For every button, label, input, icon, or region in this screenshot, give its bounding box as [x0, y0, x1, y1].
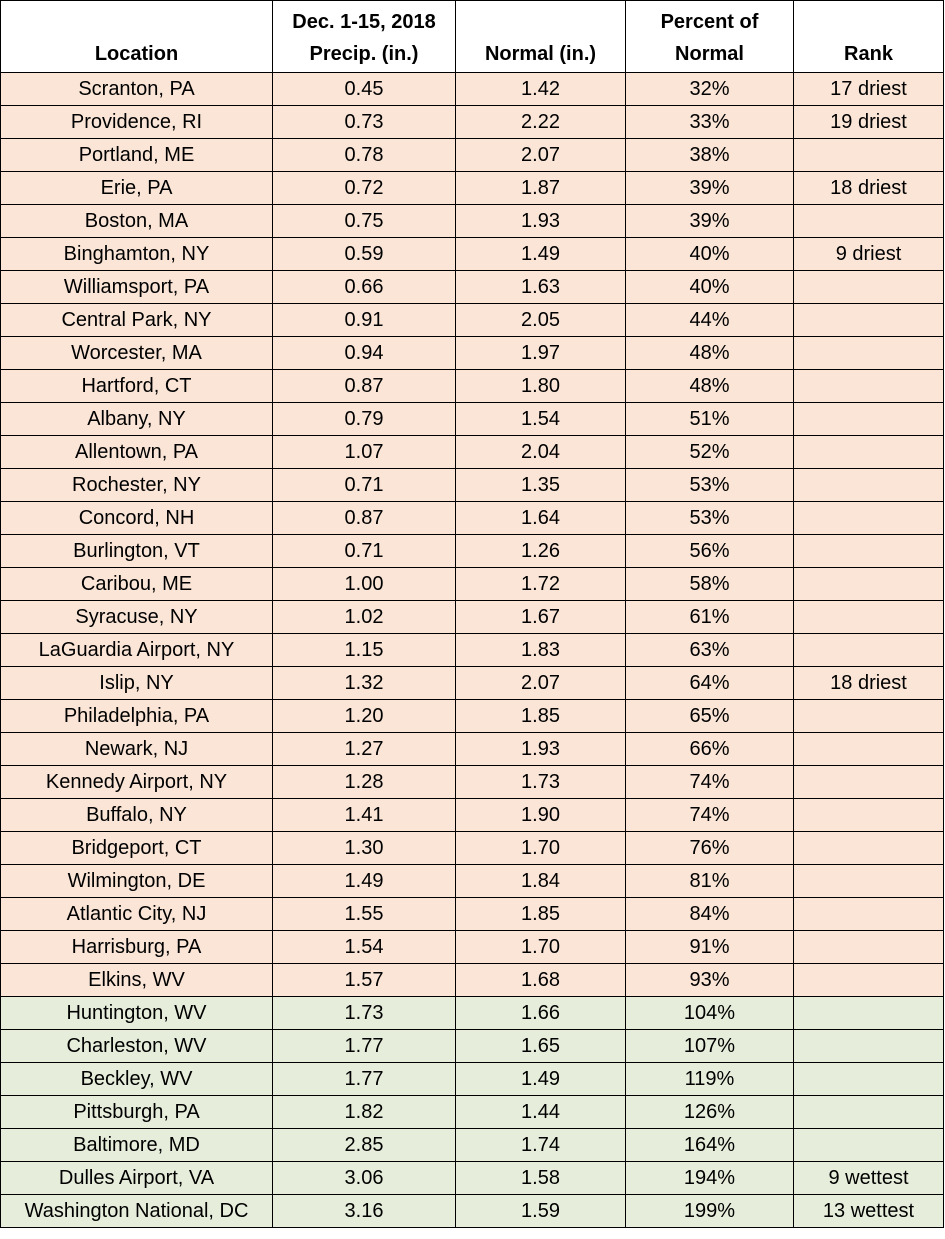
rank-cell	[794, 832, 944, 865]
normal-cell: 1.58	[456, 1162, 626, 1195]
table-row	[1, 205, 944, 238]
header-row	[1, 1, 944, 73]
precip-cell: 3.06	[273, 1162, 456, 1195]
location-cell: Allentown, PA	[1, 436, 273, 469]
rank-cell	[794, 205, 944, 238]
table-row	[1, 370, 944, 403]
precip-cell: 1.77	[273, 1063, 456, 1096]
table-row	[1, 634, 944, 667]
rank-cell: 13 wettest	[794, 1195, 944, 1228]
location-cell: Buffalo, NY	[1, 799, 273, 832]
header-normal	[456, 1, 626, 73]
rank-cell	[794, 601, 944, 634]
rank-cell: 19 driest	[794, 106, 944, 139]
location-cell: Baltimore, MD	[1, 1129, 273, 1162]
rank-cell	[794, 436, 944, 469]
precip-cell: 3.16	[273, 1195, 456, 1228]
table-row	[1, 766, 944, 799]
precip-cell: 0.75	[273, 205, 456, 238]
table-row	[1, 436, 944, 469]
normal-cell: 1.93	[456, 733, 626, 766]
precip-cell: 1.00	[273, 568, 456, 601]
table-row	[1, 667, 944, 700]
location-cell: Atlantic City, NJ	[1, 898, 273, 931]
normal-cell: 2.04	[456, 436, 626, 469]
header-percent	[626, 1, 794, 73]
percent-cell: 199%	[626, 1195, 794, 1228]
rank-cell: 17 driest	[794, 73, 944, 106]
rank-cell	[794, 337, 944, 370]
precip-cell: 1.54	[273, 931, 456, 964]
normal-cell: 1.44	[456, 1096, 626, 1129]
table-row	[1, 172, 944, 205]
rank-cell: 18 driest	[794, 172, 944, 205]
normal-cell: 1.59	[456, 1195, 626, 1228]
header-percent-line-1: Percent of	[660, 11, 759, 33]
table-row	[1, 931, 944, 964]
table-row	[1, 700, 944, 733]
precip-cell: 1.27	[273, 733, 456, 766]
location-cell: Rochester, NY	[1, 469, 273, 502]
precip-cell: 0.66	[273, 271, 456, 304]
location-cell: Providence, RI	[1, 106, 273, 139]
rank-cell	[794, 931, 944, 964]
percent-cell: 119%	[626, 1063, 794, 1096]
precip-cell: 0.91	[273, 304, 456, 337]
percent-cell: 107%	[626, 1030, 794, 1063]
rank-cell	[794, 865, 944, 898]
table-row	[1, 832, 944, 865]
normal-cell: 1.83	[456, 634, 626, 667]
precip-cell: 1.49	[273, 865, 456, 898]
normal-cell: 1.85	[456, 700, 626, 733]
rank-cell	[794, 997, 944, 1030]
percent-cell: 40%	[626, 271, 794, 304]
normal-cell: 1.67	[456, 601, 626, 634]
percent-cell: 33%	[626, 106, 794, 139]
precip-cell: 0.71	[273, 535, 456, 568]
precip-cell: 0.79	[273, 403, 456, 436]
precip-cell: 0.87	[273, 370, 456, 403]
percent-cell: 66%	[626, 733, 794, 766]
percent-cell: 84%	[626, 898, 794, 931]
table-row	[1, 304, 944, 337]
percent-cell: 39%	[626, 172, 794, 205]
normal-cell: 1.68	[456, 964, 626, 997]
percent-cell: 91%	[626, 931, 794, 964]
header-precip-line-1: Dec. 1-15, 2018	[292, 11, 436, 33]
rank-cell	[794, 469, 944, 502]
header-percent-line-2: Normal	[675, 43, 744, 65]
table-row	[1, 1162, 944, 1195]
normal-cell: 2.05	[456, 304, 626, 337]
table-row	[1, 964, 944, 997]
percent-cell: 40%	[626, 238, 794, 271]
table-row	[1, 733, 944, 766]
table-row	[1, 799, 944, 832]
precip-cell: 0.73	[273, 106, 456, 139]
normal-cell: 1.65	[456, 1030, 626, 1063]
percent-cell: 65%	[626, 700, 794, 733]
normal-cell: 1.87	[456, 172, 626, 205]
normal-cell: 1.85	[456, 898, 626, 931]
rank-cell: 18 driest	[794, 667, 944, 700]
table-row	[1, 997, 944, 1030]
table-row	[1, 1195, 944, 1228]
percent-cell: 126%	[626, 1096, 794, 1129]
normal-cell: 1.64	[456, 502, 626, 535]
normal-cell: 1.74	[456, 1129, 626, 1162]
location-cell: Washington National, DC	[1, 1195, 273, 1228]
location-cell: Newark, NJ	[1, 733, 273, 766]
header-rank	[794, 1, 944, 73]
precip-cell: 0.71	[273, 469, 456, 502]
location-cell: Erie, PA	[1, 172, 273, 205]
percent-cell: 64%	[626, 667, 794, 700]
table-row	[1, 469, 944, 502]
percent-cell: 104%	[626, 997, 794, 1030]
table-row	[1, 403, 944, 436]
location-cell: Pittsburgh, PA	[1, 1096, 273, 1129]
rank-cell	[794, 766, 944, 799]
normal-cell: 1.73	[456, 766, 626, 799]
location-cell: Charleston, WV	[1, 1030, 273, 1063]
header-normal-label: Normal (in.)	[484, 43, 597, 65]
percent-cell: 32%	[626, 73, 794, 106]
normal-cell: 1.54	[456, 403, 626, 436]
precip-cell: 2.85	[273, 1129, 456, 1162]
percent-cell: 63%	[626, 634, 794, 667]
table-row	[1, 1030, 944, 1063]
location-cell: Islip, NY	[1, 667, 273, 700]
table-row	[1, 1129, 944, 1162]
normal-cell: 1.90	[456, 799, 626, 832]
precip-cell: 0.78	[273, 139, 456, 172]
location-cell: Bridgeport, CT	[1, 832, 273, 865]
location-cell: Dulles Airport, VA	[1, 1162, 273, 1195]
normal-cell: 1.93	[456, 205, 626, 238]
percent-cell: 52%	[626, 436, 794, 469]
rank-cell	[794, 1096, 944, 1129]
precip-cell: 1.77	[273, 1030, 456, 1063]
table-row	[1, 568, 944, 601]
table-row	[1, 139, 944, 172]
rank-cell	[794, 304, 944, 337]
table-row	[1, 238, 944, 271]
precip-cell: 1.07	[273, 436, 456, 469]
normal-cell: 2.07	[456, 139, 626, 172]
percent-cell: 58%	[626, 568, 794, 601]
percent-cell: 164%	[626, 1129, 794, 1162]
location-cell: Boston, MA	[1, 205, 273, 238]
location-cell: Hartford, CT	[1, 370, 273, 403]
normal-cell: 1.35	[456, 469, 626, 502]
percent-cell: 44%	[626, 304, 794, 337]
rank-cell	[794, 403, 944, 436]
precip-cell: 1.20	[273, 700, 456, 733]
header-rank-label: Rank	[844, 43, 893, 65]
percent-cell: 76%	[626, 832, 794, 865]
precip-cell: 1.28	[273, 766, 456, 799]
normal-cell: 1.70	[456, 931, 626, 964]
rank-cell	[794, 1129, 944, 1162]
precip-cell: 0.72	[273, 172, 456, 205]
precip-cell: 1.82	[273, 1096, 456, 1129]
rank-cell	[794, 799, 944, 832]
normal-cell: 1.42	[456, 73, 626, 106]
precip-cell: 1.55	[273, 898, 456, 931]
normal-cell: 1.49	[456, 238, 626, 271]
location-cell: Wilmington, DE	[1, 865, 273, 898]
rank-cell	[794, 634, 944, 667]
location-cell: Central Park, NY	[1, 304, 273, 337]
location-cell: Kennedy Airport, NY	[1, 766, 273, 799]
location-cell: Scranton, PA	[1, 73, 273, 106]
precip-cell: 1.57	[273, 964, 456, 997]
table-row	[1, 898, 944, 931]
location-cell: Worcester, MA	[1, 337, 273, 370]
normal-cell: 2.07	[456, 667, 626, 700]
precip-cell: 0.59	[273, 238, 456, 271]
rank-cell	[794, 1063, 944, 1096]
table-row	[1, 106, 944, 139]
percent-cell: 53%	[626, 502, 794, 535]
percent-cell: 194%	[626, 1162, 794, 1195]
normal-cell: 1.26	[456, 535, 626, 568]
normal-cell: 1.49	[456, 1063, 626, 1096]
location-cell: Syracuse, NY	[1, 601, 273, 634]
normal-cell: 2.22	[456, 106, 626, 139]
rank-cell	[794, 535, 944, 568]
location-cell: Albany, NY	[1, 403, 273, 436]
percent-cell: 74%	[626, 799, 794, 832]
precip-cell: 0.87	[273, 502, 456, 535]
percent-cell: 38%	[626, 139, 794, 172]
table-row	[1, 271, 944, 304]
percent-cell: 53%	[626, 469, 794, 502]
header-location	[1, 1, 273, 73]
normal-cell: 1.66	[456, 997, 626, 1030]
rank-cell	[794, 271, 944, 304]
percent-cell: 81%	[626, 865, 794, 898]
rank-cell	[794, 964, 944, 997]
rank-cell	[794, 898, 944, 931]
location-cell: Caribou, ME	[1, 568, 273, 601]
precip-cell: 0.94	[273, 337, 456, 370]
normal-cell: 1.84	[456, 865, 626, 898]
normal-cell: 1.63	[456, 271, 626, 304]
table-row	[1, 535, 944, 568]
table-row	[1, 73, 944, 106]
percent-cell: 61%	[626, 601, 794, 634]
precip-cell: 1.15	[273, 634, 456, 667]
table-row	[1, 502, 944, 535]
precip-cell: 0.45	[273, 73, 456, 106]
location-cell: Philadelphia, PA	[1, 700, 273, 733]
precip-cell: 1.41	[273, 799, 456, 832]
rank-cell	[794, 370, 944, 403]
table-row	[1, 337, 944, 370]
table-body	[1, 73, 944, 1228]
location-cell: Portland, ME	[1, 139, 273, 172]
rank-cell: 9 driest	[794, 238, 944, 271]
precip-cell: 1.32	[273, 667, 456, 700]
rank-cell	[794, 139, 944, 172]
location-cell: Harrisburg, PA	[1, 931, 273, 964]
precip-cell: 1.30	[273, 832, 456, 865]
table-row	[1, 1096, 944, 1129]
percent-cell: 48%	[626, 370, 794, 403]
percent-cell: 74%	[626, 766, 794, 799]
header-location-label: Location	[94, 43, 179, 65]
rank-cell: 9 wettest	[794, 1162, 944, 1195]
header-precip	[273, 1, 456, 73]
location-cell: LaGuardia Airport, NY	[1, 634, 273, 667]
table-row	[1, 865, 944, 898]
normal-cell: 1.80	[456, 370, 626, 403]
rank-cell	[794, 733, 944, 766]
percent-cell: 93%	[626, 964, 794, 997]
normal-cell: 1.70	[456, 832, 626, 865]
location-cell: Concord, NH	[1, 502, 273, 535]
header-precip-line-2: Precip. (in.)	[309, 43, 419, 65]
table-row	[1, 601, 944, 634]
location-cell: Elkins, WV	[1, 964, 273, 997]
location-cell: Binghamton, NY	[1, 238, 273, 271]
percent-cell: 51%	[626, 403, 794, 436]
percent-cell: 39%	[626, 205, 794, 238]
location-cell: Huntington, WV	[1, 997, 273, 1030]
precip-cell: 1.02	[273, 601, 456, 634]
location-cell: Beckley, WV	[1, 1063, 273, 1096]
percent-cell: 48%	[626, 337, 794, 370]
rank-cell	[794, 1030, 944, 1063]
rank-cell	[794, 700, 944, 733]
rank-cell	[794, 502, 944, 535]
normal-cell: 1.72	[456, 568, 626, 601]
location-cell: Williamsport, PA	[1, 271, 273, 304]
normal-cell: 1.97	[456, 337, 626, 370]
precip-cell: 1.73	[273, 997, 456, 1030]
table-row	[1, 1063, 944, 1096]
location-cell: Burlington, VT	[1, 535, 273, 568]
percent-cell: 56%	[626, 535, 794, 568]
rank-cell	[794, 568, 944, 601]
